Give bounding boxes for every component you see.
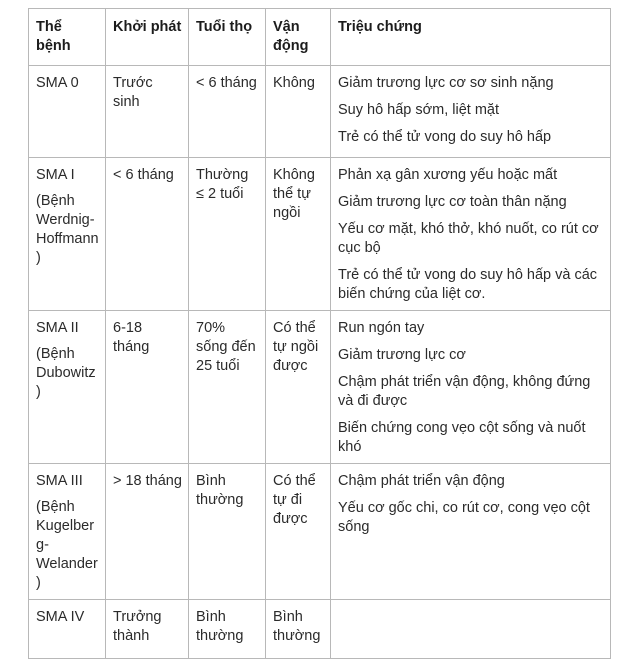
- disease-type-label: SMA 0: [36, 75, 79, 91]
- cell-motor: Bình thường: [266, 600, 331, 659]
- disease-type-label: SMA IV: [36, 609, 85, 625]
- disease-type-eponym: (Bệnh Werdnig-Hoffmann): [36, 193, 99, 266]
- cell-motor: Có thể tự đi được: [266, 464, 331, 600]
- sma-classification-table: [28, 8, 611, 659]
- cell-disease-type: [29, 311, 106, 464]
- cell-lifespan: < 6 tháng: [189, 66, 266, 158]
- column-header-symptoms: Triệu chứng: [331, 9, 611, 66]
- cell-lifespan: Thường ≤ 2 tuổi: [189, 158, 266, 311]
- symptom-item: Run ngón tay: [338, 320, 425, 336]
- table-header: [29, 9, 611, 66]
- cell-onset: Trưởng thành: [106, 600, 189, 659]
- symptom-item: Trẻ có thể tử vong do suy hô hấp: [338, 129, 552, 145]
- disease-type-eponym: (Bệnh Dubowitz): [36, 346, 96, 400]
- cell-onset: < 6 tháng: [106, 158, 189, 311]
- disease-type-lines: [36, 166, 99, 268]
- symptom-list: [338, 74, 604, 147]
- cell-lifespan: Bình thường: [189, 600, 266, 659]
- cell-onset: > 18 tháng: [106, 464, 189, 600]
- table-row: [29, 66, 611, 158]
- symptom-item: Yếu cơ mặt, khó thở, khó nuốt, co rút cơ cục bộ: [338, 221, 599, 256]
- table-row: [29, 464, 611, 600]
- cell-disease-type: [29, 600, 106, 659]
- symptom-list: [338, 166, 604, 304]
- symptom-item: Giảm trương lực cơ sơ sinh nặng: [338, 75, 554, 91]
- symptom-item: Trẻ có thể tử vong do suy hô hấp và các biến chứng của liệt cơ.: [338, 267, 598, 302]
- table-body: [29, 66, 611, 659]
- cell-lifespan: Bình thường: [189, 464, 266, 600]
- column-header-lifespan: Tuổi thọ: [189, 9, 266, 66]
- disease-type-label: SMA I: [36, 167, 75, 183]
- disease-type-lines: [36, 608, 99, 627]
- cell-motor: Có thể tự ngồi được: [266, 311, 331, 464]
- table-row: [29, 311, 611, 464]
- cell-symptoms: [331, 311, 611, 464]
- symptom-item: Giảm trương lực cơ toàn thân nặng: [338, 194, 567, 210]
- table-row: [29, 600, 611, 659]
- symptom-item: Chậm phát triển vận động, không đứng và đi được: [338, 374, 591, 409]
- symptom-item: Giảm trương lực cơ: [338, 347, 466, 363]
- cell-symptoms: [331, 66, 611, 158]
- symptom-item: Phản xạ gân xương yếu hoặc mất: [338, 167, 558, 183]
- disease-type-lines: [36, 319, 99, 402]
- symptom-item: Chậm phát triển vận động: [338, 473, 505, 489]
- disease-type-label: SMA II: [36, 320, 79, 336]
- cell-symptoms: [331, 464, 611, 600]
- column-header-onset: Khởi phát: [106, 9, 189, 66]
- cell-disease-type: [29, 66, 106, 158]
- cell-disease-type: [29, 464, 106, 600]
- cell-lifespan: 70% sống đến 25 tuổi: [189, 311, 266, 464]
- column-header-motor: Vận động: [266, 9, 331, 66]
- symptom-list: [338, 472, 604, 537]
- column-header-disease-type: Thể bệnh: [29, 9, 106, 66]
- cell-motor: Không thể tự ngồi: [266, 158, 331, 311]
- cell-disease-type: [29, 158, 106, 311]
- cell-symptoms: [331, 600, 611, 659]
- symptom-item: Suy hô hấp sớm, liệt mặt: [338, 102, 500, 118]
- disease-type-lines: [36, 472, 99, 593]
- disease-type-lines: [36, 74, 99, 93]
- disease-type-eponym: (Bệnh Kugelberg-Welander): [36, 499, 98, 591]
- symptom-item: Biến chứng cong vẹo cột sống và nuốt khó: [338, 420, 586, 455]
- header-row: [29, 9, 611, 66]
- symptom-item: Yếu cơ gốc chi, co rút cơ, cong vẹo cột sống: [338, 500, 590, 535]
- cell-onset: Trước sinh: [106, 66, 189, 158]
- cell-onset: 6-18 tháng: [106, 311, 189, 464]
- disease-type-label: SMA III: [36, 473, 83, 489]
- cell-motor: Không: [266, 66, 331, 158]
- table-row: [29, 158, 611, 311]
- symptom-list: [338, 319, 604, 457]
- cell-symptoms: [331, 158, 611, 311]
